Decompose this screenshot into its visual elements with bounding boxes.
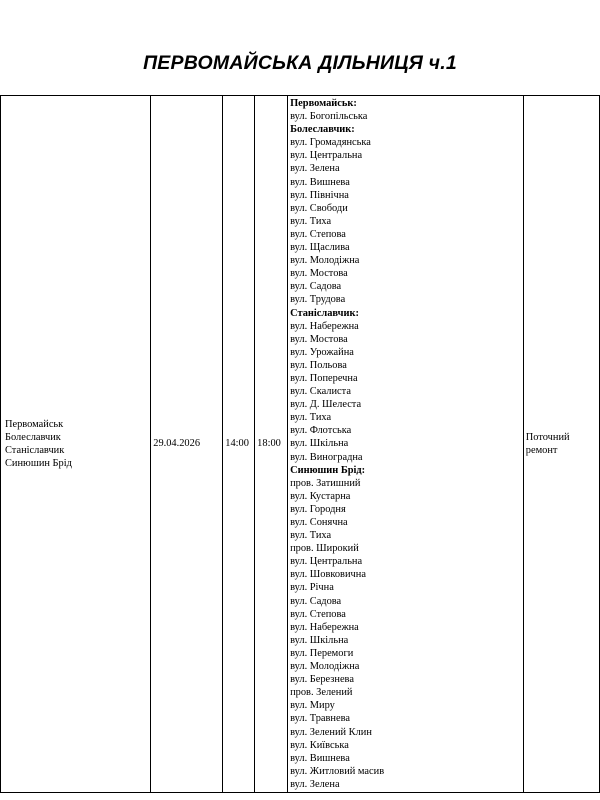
street-item: вул. Набережна (290, 621, 359, 633)
page-title: ПЕРВОМАЙСЬКА ДІЛЬНИЦЯ ч.1 (143, 52, 457, 74)
table-row (1, 96, 600, 793)
street-item: вул. Садова (290, 595, 342, 607)
street-item: вул. Виноградна (290, 451, 363, 463)
street-item: вул. Сонячна (290, 517, 348, 528)
street-item: вул. Вишнева (290, 176, 350, 188)
street-item: вул. Мостова (290, 268, 348, 280)
street-item: вул. Громадянська (290, 137, 371, 149)
street-item: вул. Урожайна (290, 346, 354, 358)
street-item: пров. Широкий (290, 543, 359, 555)
street-item: вул. Поперечна (290, 372, 358, 384)
street-item: вул. Степова (290, 608, 346, 620)
street-item: вул. Північна (290, 189, 349, 201)
street-item: вул. Скалиста (290, 386, 351, 398)
street-item: вул. Зелена (290, 778, 340, 790)
street-item: вул. Центральна (290, 556, 363, 568)
settlement-name: Станіславчик (5, 444, 65, 456)
street-item: вул. Молодіжна (290, 255, 360, 267)
street-item: вул. Березнева (290, 674, 354, 686)
reason-cell (523, 96, 599, 793)
settlement-heading: Болеславчик: (290, 124, 355, 136)
street-item: вул. Богопільська (290, 111, 368, 123)
street-item: вул. Тиха (290, 412, 332, 424)
street-item: вул. Польова (290, 359, 347, 371)
street-item: вул. Городня (290, 503, 346, 515)
street-item: вул. Шовковична (290, 569, 366, 581)
street-item: вул. Шкільна (290, 634, 349, 646)
street-item: вул. Київська (290, 739, 349, 751)
street-item: вул. Тиха (290, 215, 332, 227)
street-item: вул. Свободи (290, 202, 348, 214)
time-to-cell: 18:00 (255, 96, 288, 793)
street-item: вул. Трудова (290, 294, 346, 306)
settlement-name: Синюшин Брід (5, 458, 72, 470)
settlement-name: Болеславчик (5, 431, 61, 443)
street-item: вул. Миру (290, 700, 335, 712)
street-item: пров. Затишний (290, 477, 361, 489)
street-item: вул. Травнева (290, 713, 350, 725)
date-cell: 29.04.2026 (151, 96, 223, 793)
street-item: вул. Степова (290, 228, 346, 240)
street-item: вул. Центральна (290, 150, 363, 162)
street-item: вул. Річна (290, 582, 334, 594)
settlement-heading: Станіславчик: (290, 307, 359, 319)
street-item: вул. Житловий масив (290, 765, 385, 777)
street-item: вул. Зелена (290, 163, 340, 175)
addresses-cell (288, 96, 524, 793)
outage-schedule-table (0, 95, 600, 793)
street-item: вул. Перемоги (290, 647, 354, 659)
street-item: вул. Д. Шелеста (290, 399, 362, 411)
street-item: вул. Молодіжна (290, 661, 360, 673)
street-item: вул. Вишнева (290, 752, 350, 764)
street-item: вул. Мостова (290, 333, 348, 345)
street-item: вул. Щаслива (290, 242, 350, 254)
street-item: вул. Садова (290, 281, 342, 293)
settlement-heading: Синюшин Брід: (290, 464, 366, 476)
street-item: пров. Зелений (290, 687, 353, 699)
street-item: вул. Флотська (290, 425, 352, 437)
street-item: вул. Зелений Клин (290, 726, 372, 738)
street-item: вул. Тиха (290, 530, 332, 542)
settlement-heading: Первомайськ: (290, 98, 357, 109)
street-item: вул. Шкільна (290, 438, 349, 450)
street-item: вул. Набережна (290, 320, 359, 332)
settlements-cell (1, 96, 151, 793)
time-from-cell: 14:00 (223, 96, 255, 793)
reason-text: Поточний ремонт (525, 431, 570, 456)
settlement-name: Первомайськ (5, 418, 64, 430)
street-item: вул. Кустарна (290, 490, 351, 502)
